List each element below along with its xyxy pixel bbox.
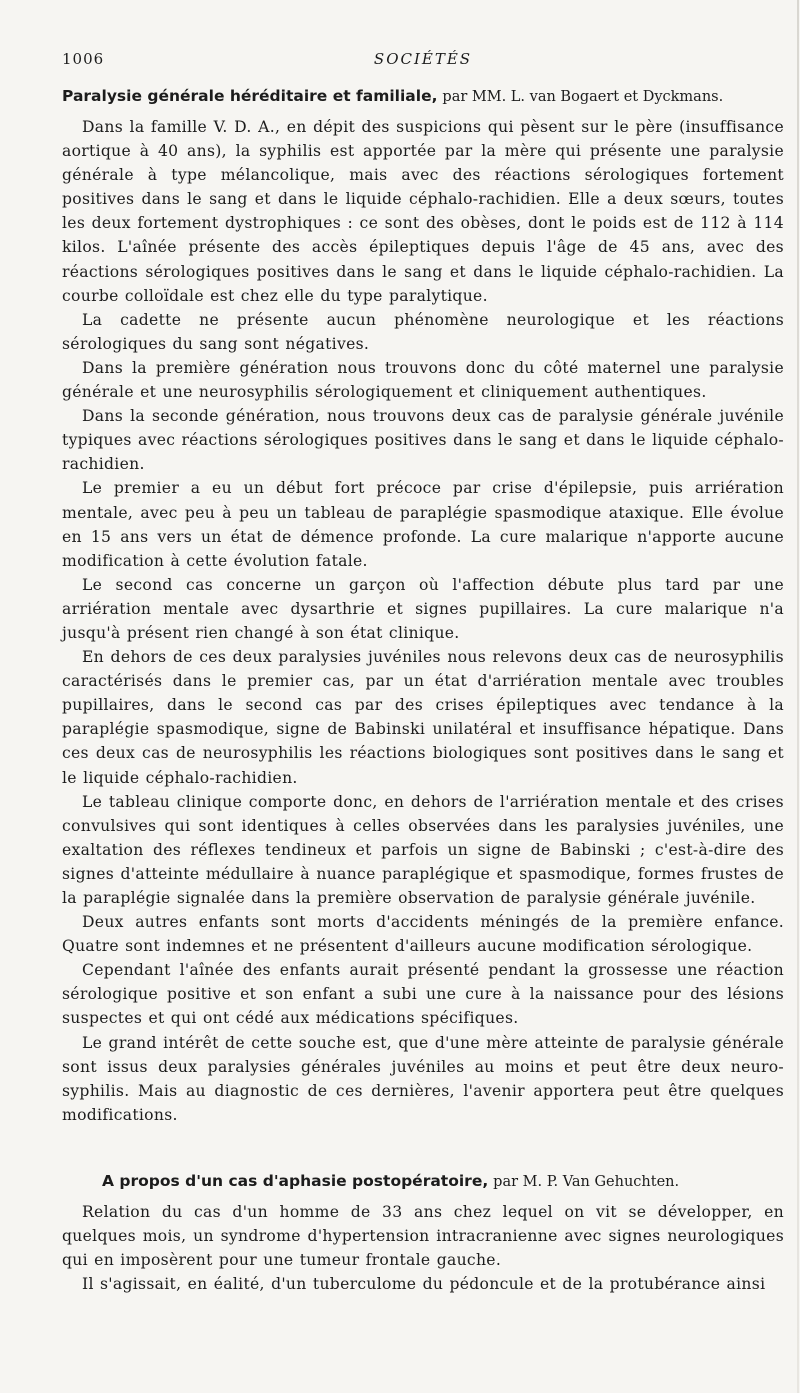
- paragraph: En dehors de ces deux paralysies juvéniles nous relevons deux cas de neurosyphilis caractérisés dans le premier cas, par un état d'arriération mentale avec troubles pupillaires, dans le second cas par des crises épileptiques avec tendance à la paraplégie spasmodique, signe de Babinski unilatéral et insuffisance hépatique. Dans ces deux cas de neurosyphilis les réactions biologiques sont positives dans le sang et le liquide céphalo-rachidien.: [62, 648, 784, 787]
- paragraph: Cependant l'aînée des enfants aurait présenté pendant la grossesse une réaction sérologique positive et son enfant a subi une cure à la naissance pour des lésions suspectes et qui ont cédé aux médications spécifiques.: [62, 961, 784, 1028]
- article-title: A propos d'un cas d'aphasie postopératoire,: [102, 1171, 489, 1190]
- article-aphasie: [62, 1169, 784, 1296]
- page-edge-rule: [797, 0, 799, 1393]
- article-heading: [62, 84, 784, 109]
- article-paralysie: [62, 84, 784, 1127]
- paragraph: Le tableau clinique comporte donc, en dehors de l'arriération mentale et des crises convulsives qui sont identiques à celles observées dans les paralysies juvéniles, une exaltation des réflexes tendineux et parfois un signe de Babinski ; c'est-à-dire des signes d'atteinte médullaire à nuance paraplégique et spasmodique, formes frustes de la paraplégie signalée dans la première observation de paralysie générale juvénile.: [62, 792, 784, 907]
- paragraph: Le second cas concerne un garçon où l'affection débute plus tard par une arriération mentale avec dysarthrie et signes pupillaires. La cure malarique n'a jusqu'à présent rien changé à son état clinique.: [62, 575, 784, 642]
- paragraph: Dans la seconde génération, nous trouvons deux cas de paralysie générale juvénile typiques avec réactions sérologiques positives dans le sang et dans le liquide céphalo-rachidien.: [62, 407, 784, 474]
- article-title: Paralysie générale héréditaire et familiale,: [62, 87, 438, 105]
- paragraph: Le premier a eu un début fort précoce par crise d'épilepsie, puis arriération mentale, avec peu à peu un tableau de paraplégie spasmodique ataxique. Elle évolue en 15 ans vers un état de démence profonde. La cure malarique n'apporte aucune modification à cette évolution fatale.: [62, 479, 784, 570]
- paragraph: La cadette ne présente aucun phénomène neurologique et les réactions sérologiques du sang sont négatives.: [62, 310, 784, 353]
- paragraph: Le grand intérêt de cette souche est, que d'une mère atteinte de paralysie générale sont issus deux paralysies générales juvéniles au moins et peut être deux neuro-syphilis. Mais au diagnostic de ces dernières, l'avenir apportera peut être quelques modifications.: [62, 1033, 784, 1124]
- paragraph: Deux autres enfants sont morts d'accidents méningés de la première enfance. Quatre sont indemnes et ne présentent d'ailleurs aucune modification sérologique.: [62, 913, 784, 956]
- running-title: SOCIÉTÉS: [373, 50, 473, 68]
- paragraph: Dans la première génération nous trouvons donc du côté maternel une paralysie générale et une neurosyphilis sérologiquement et cliniquement authentiques.: [62, 358, 784, 402]
- article-heading: [62, 1169, 784, 1194]
- paragraph: Dans la famille V. D. A., en dépit des suspicions qui pèsent sur le père (insuffisance aortique à 40 ans), la syphilis est apportée par la mère qui présente une paralysie générale à type mélancolique, mais avec des réactions sérologiques fortement positives dans le sang et dans le liquide céphalo-rachidien. Elle a deux sœurs, toutes les deux fortement dystrophiques : ce sont des obèses, dont le poids est de 112 à 114 kilos. L'aînée présente des accès épileptiques depuis l'âge de 45 ans, avec des réactions sérologiques positives dans le sang et dans le liquide céphalo-rachidien. La courbe colloïdale est chez elle du type paralytique.: [62, 118, 784, 305]
- article-byline: par MM. L. van Bogaert et Dyckmans.: [442, 89, 724, 105]
- paragraph: Relation du cas d'un homme de 33 ans chez lequel on vit se développer, en quelques mois, un syndrome d'hypertension intracranienne avec signes neurologiques qui en imposèrent pour une tumeur frontale gauche.: [62, 1202, 784, 1270]
- page: [62, 0, 784, 1296]
- article-byline: par M. P. Van Gehuchten.: [493, 1173, 680, 1190]
- page-number: 1006: [62, 50, 105, 68]
- page-header: [62, 50, 784, 84]
- paragraph: Il s'agissait, en éalité, d'un tuberculome du pédoncule et de la protubérance ainsi: [82, 1275, 766, 1294]
